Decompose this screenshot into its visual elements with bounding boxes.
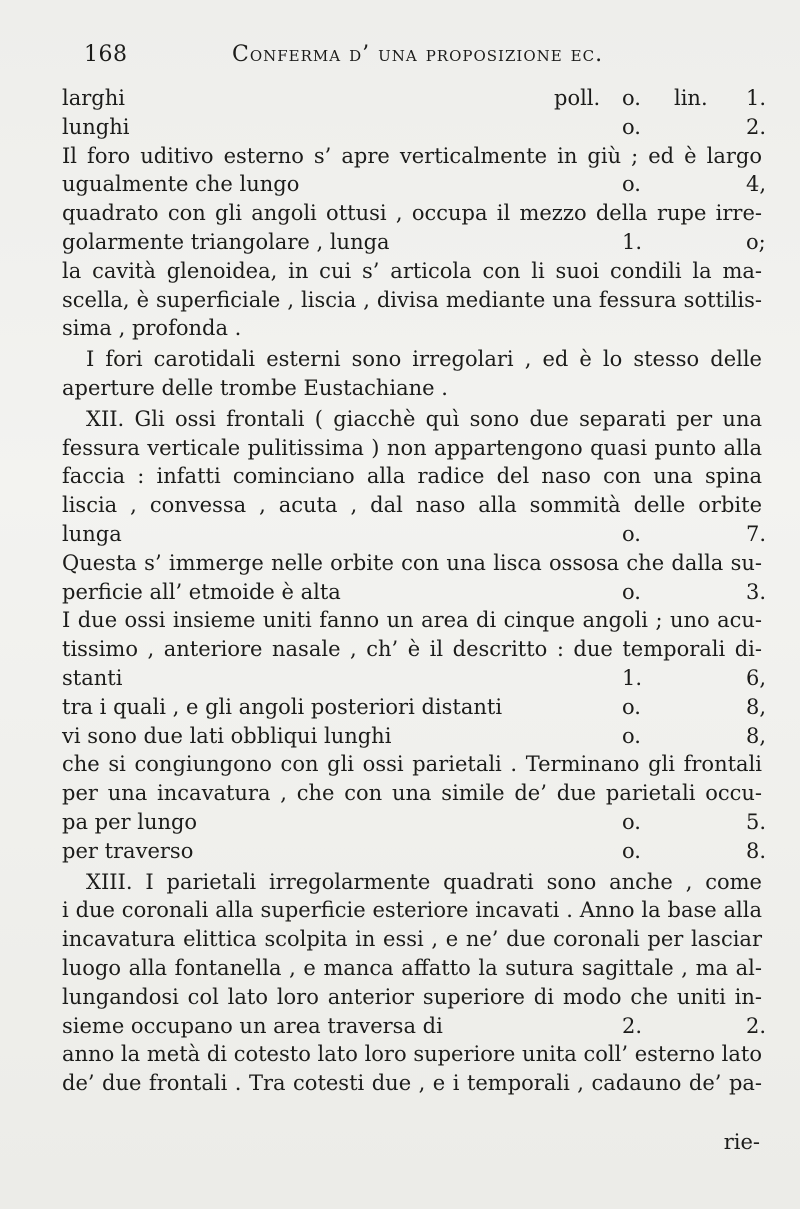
measurement-value-b: 1.	[746, 86, 767, 110]
measurement-value-a: o.	[622, 86, 641, 110]
measurement-label: sieme occupano un area traversa di	[62, 1013, 443, 1038]
catchword: rie-	[723, 1130, 760, 1154]
measurement-line	[62, 1012, 767, 1041]
measurement-value-a: o.	[622, 579, 641, 604]
measurement-line	[62, 722, 767, 751]
unit-lin: lin.	[674, 86, 708, 110]
text-line	[62, 345, 762, 374]
line-text: de’ due frontali . Tra cotesti due , e i temporali , cadauno de’ pa-	[62, 1071, 762, 1096]
measurement-label: pa per lungo	[62, 809, 198, 834]
page-number: 168	[84, 42, 128, 67]
measurement-label: per traverso	[62, 838, 194, 863]
measurement-label: lunga	[62, 521, 122, 546]
measurement-line	[62, 228, 766, 257]
line-text: Il foro uditivo esterno s’ apre verticalmente in giù ; ed è largo	[62, 143, 762, 168]
line-text: luogo alla fontanella , e manca affatto la sutura sagittale , ma al-	[62, 955, 762, 980]
measurement-value-b: 8.	[746, 838, 767, 863]
measurement-line	[62, 664, 767, 693]
text-line	[62, 1069, 762, 1098]
line-text: aperture delle trombe Eustachiane .	[62, 375, 448, 400]
measurement-value-a: o.	[622, 694, 641, 719]
line-text: i due coronali alla superficie esteriore incavati . Anno la base alla	[62, 898, 762, 923]
line-text: liscia , convessa , acuta , dal naso alla sommità delle orbite	[62, 493, 762, 518]
text-line	[62, 868, 762, 897]
measurement-line	[62, 170, 767, 199]
text-line	[62, 314, 762, 343]
text-line	[62, 286, 762, 315]
running-title: Conferma d’ una proposizione ec.	[232, 42, 604, 67]
page-header	[84, 42, 774, 78]
measurement-value-b: 6,	[746, 665, 767, 690]
line-text: faccia : infatti cominciano alla radice del naso con una spina	[62, 464, 762, 489]
page-body	[62, 84, 767, 1098]
line-text: per una incavatura , che con una simile de’ due parietali occu-	[62, 781, 762, 806]
text-line	[62, 374, 762, 403]
measurement-value-b: 2.	[746, 114, 767, 139]
line-text: XIII. I parietali irregolarmente quadrati sono anche , come	[86, 869, 762, 894]
measurement-value-b: 3.	[746, 579, 767, 604]
measurement-label: larghi	[62, 86, 125, 110]
measurement-value-b: 5.	[746, 809, 767, 834]
measurement-value-a: o.	[622, 521, 641, 546]
line-text: XII. Gli ossi frontali ( giacchè quì sono due separati per una	[86, 406, 762, 431]
measurement-label: tra i quali , e gli angoli posteriori distanti	[62, 694, 503, 719]
line-text: fessura verticale pulitissima ) non appartengono quasi punto alla	[62, 435, 762, 460]
text-line	[62, 257, 762, 286]
measurement-value-b: 2.	[746, 1013, 767, 1038]
line-text: Questa s’ immerge nelle orbite con una lisca ossosa che dalla su-	[62, 550, 762, 575]
measurement-label: ugualmente che lungo	[62, 172, 300, 197]
text-line	[62, 199, 762, 228]
line-text: la cavità glenoidea, in cui s’ articola con li suoi condili la ma-	[62, 258, 762, 283]
unit-poll: poll.	[554, 86, 601, 110]
measurement-label: lunghi	[62, 114, 130, 139]
measurement-label: stanti	[62, 665, 123, 690]
measurement-line	[62, 520, 767, 549]
measurement-value-b: o;	[746, 229, 766, 254]
measurement-value-b: 8,	[746, 694, 767, 719]
line-text: lungandosi col lato loro anterior superiore di modo che uniti in-	[62, 984, 762, 1009]
measurement-value-b: 8,	[746, 723, 767, 748]
measurement-value-a: 2.	[622, 1013, 643, 1038]
measurement-line	[62, 113, 767, 142]
text-line	[62, 462, 762, 491]
text-line	[62, 142, 762, 171]
measurement-line	[62, 808, 767, 837]
measurement-line	[62, 84, 767, 113]
measurement-line	[62, 837, 767, 866]
text-line	[62, 434, 762, 463]
text-line	[62, 1040, 762, 1069]
measurement-label: perficie all’ etmoide è alta	[62, 579, 341, 604]
text-line	[62, 491, 762, 520]
text-line	[62, 925, 762, 954]
line-text: sima , profonda .	[62, 316, 242, 341]
measurement-value-b: 4,	[746, 172, 767, 197]
line-text: che si congiungono con gli ossi parietali . Terminano gli frontali	[62, 752, 762, 777]
text-line	[62, 606, 762, 635]
line-text: scella, è superficiale , liscia , divisa mediante una fessura sottilis-	[62, 287, 762, 312]
line-text: tissimo , anteriore nasale , ch’ è il descritto : due temporali di-	[62, 637, 762, 662]
measurement-value-b: 7.	[746, 521, 767, 546]
text-line	[62, 954, 762, 983]
measurement-value-a: o.	[622, 172, 641, 197]
text-line	[62, 750, 762, 779]
text-line	[62, 983, 762, 1012]
measurement-value-a: o.	[622, 809, 641, 834]
line-text: quadrato con gli angoli ottusi , occupa il mezzo della rupe irre-	[62, 201, 762, 226]
text-line	[62, 635, 762, 664]
measurement-value-a: 1.	[622, 665, 643, 690]
measurement-value-a: o.	[622, 114, 641, 139]
text-line	[62, 779, 762, 808]
measurement-label: vi sono due lati obbliqui lunghi	[62, 723, 392, 748]
line-text: I due ossi insieme uniti fanno un area di cinque angoli ; uno acu-	[62, 608, 762, 633]
line-text: anno la metà di cotesto lato loro superiore unita coll’ esterno lato	[62, 1042, 762, 1067]
line-text: I fori carotidali esterni sono irregolari , ed è lo stesso delle	[86, 347, 762, 372]
measurement-value-a: o.	[622, 838, 641, 863]
line-text: incavatura elittica scolpita in essi , e ne’ due coronali per lasciar	[62, 927, 762, 952]
measurement-line	[62, 578, 767, 607]
text-line	[62, 549, 762, 578]
measurement-line	[62, 693, 767, 722]
measurement-value-a: 1.	[622, 229, 643, 254]
measurement-label: golarmente triangolare , lunga	[62, 229, 390, 254]
text-line	[62, 405, 762, 434]
measurement-value-a: o.	[622, 723, 641, 748]
text-line	[62, 896, 762, 925]
